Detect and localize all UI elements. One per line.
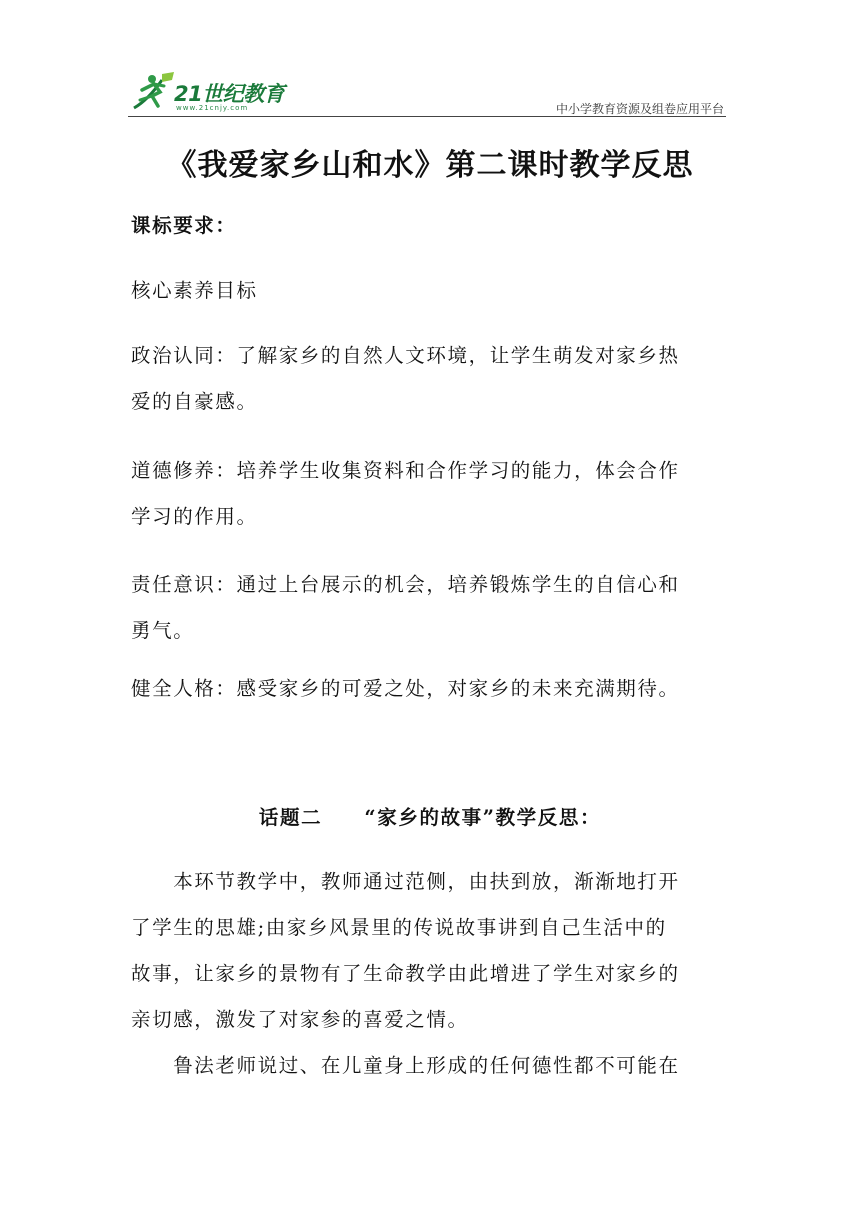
header-divider [128,116,726,117]
logo-text: 21世纪教育 [174,82,285,106]
paragraph-2-line-1: 鲁法老师说过、在儿童身上形成的任何德性都不可能在 [131,1054,680,1077]
paragraph-1-line-2: 了学生的思雄;由家乡风景里的传说故事讲到自己生活中的 [131,916,667,939]
paragraph-1-line-1: 本环节教学中，教师通过范侧，由扶到放，渐渐地打开 [131,870,680,893]
personality-line: 健全人格：感受家乡的可爱之处，对家乡的未来充满期待。 [131,677,680,700]
moral-line-2: 学习的作用。 [131,505,258,528]
political-line-2: 爱的自豪感。 [131,390,258,413]
responsibility-line-2: 勇气。 [131,619,195,642]
responsibility-line-1: 责任意识：通过上台展示的机会，培养锻炼学生的自信心和 [131,573,680,596]
document-title: 《我爱家乡山和水》第二课时教学反思 [166,148,694,183]
core-goal-heading: 核心素养目标 [131,279,258,302]
topic-heading: 话题二 “家乡的故事”教学反思： [258,806,602,829]
paragraph-1-line-3: 故事，让家乡的景物有了生命教学由此增进了学生对家乡的 [131,962,680,985]
running-figure-icon [128,70,176,114]
logo-url: www.21cnjy.com [176,104,249,112]
site-logo[interactable] [128,70,288,114]
political-line-1: 政治认同：了解家乡的自然人文环境，让学生萌发对家乡热 [131,344,680,367]
platform-name: 中小学教育资源及组卷应用平台 [555,102,724,116]
moral-line-1: 道德修养：培养学生收集资料和合作学习的能力，体会合作 [131,459,680,482]
page-header [128,66,726,118]
paragraph-1-line-4: 亲切感，激发了对家参的喜爱之情。 [131,1008,469,1031]
requirement-heading: 课标要求： [131,214,237,237]
